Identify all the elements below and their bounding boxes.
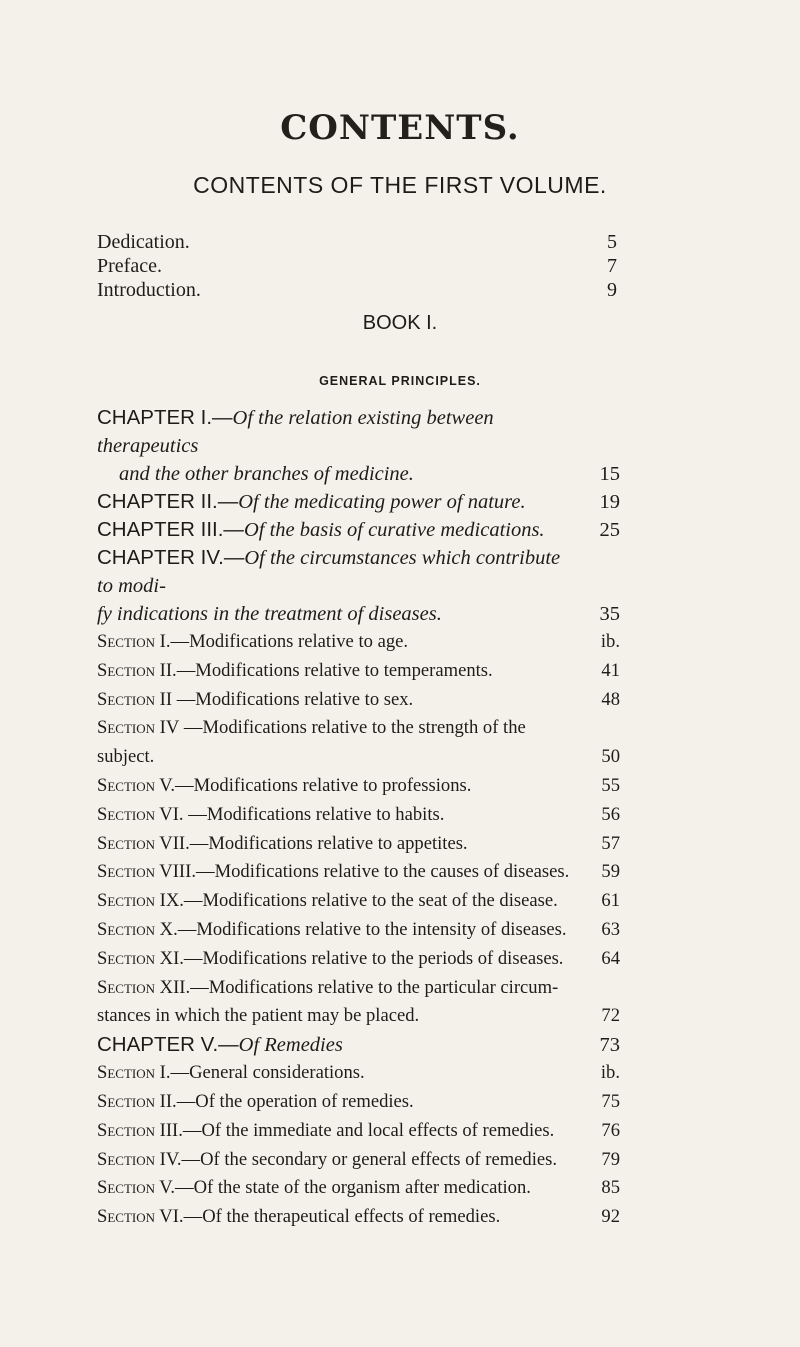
section-title: —Modifications relative to the strength of the bbox=[179, 717, 526, 739]
entry-page: 41 bbox=[601, 659, 620, 681]
chapter-4-sections bbox=[97, 628, 620, 1031]
section-title: —General considerations. bbox=[170, 1062, 365, 1084]
section-title: —Modifications relative to the particular circum- bbox=[190, 976, 559, 998]
entry-page: 76 bbox=[601, 1119, 620, 1141]
entry-page: 19 bbox=[599, 491, 620, 513]
section-label: Section V. bbox=[97, 1177, 175, 1199]
section-entry bbox=[97, 686, 620, 715]
section-entry bbox=[97, 858, 620, 887]
front-matter-row bbox=[97, 230, 617, 254]
chapter-5-sections bbox=[97, 1059, 620, 1232]
entry-label: Preface. bbox=[97, 255, 162, 277]
section-label: Section III. bbox=[97, 1119, 183, 1141]
entry-page: 50 bbox=[601, 746, 620, 768]
section-entry bbox=[97, 657, 620, 686]
page-title: CONTENTS OF THE FIRST VOLUME. bbox=[193, 172, 607, 198]
chapter-title: and the other branches of medicine. bbox=[119, 463, 414, 485]
entry-page: 63 bbox=[601, 918, 620, 940]
front-matter-list bbox=[97, 230, 617, 302]
section-entry bbox=[97, 801, 620, 830]
chapter-entry bbox=[97, 404, 620, 460]
entry-page: 64 bbox=[601, 947, 620, 969]
chapter-title: Of Remedies bbox=[238, 1034, 343, 1057]
entry-page: ib. bbox=[600, 1062, 620, 1084]
section-title: subject. bbox=[97, 746, 155, 768]
entry-page: 85 bbox=[601, 1177, 620, 1199]
entry-label: Introduction. bbox=[97, 279, 201, 301]
section-label: Section VIII. bbox=[97, 861, 196, 883]
section-title: —Modifications relative to the seat of the disease. bbox=[183, 890, 558, 912]
section-title: —Of the therapeutical effects of remedies. bbox=[183, 1206, 501, 1228]
chapter-entry bbox=[97, 1031, 620, 1059]
entry-page: 55 bbox=[601, 774, 620, 796]
section-label: Section IX. bbox=[97, 890, 184, 912]
section-title: —Of the secondary or general effects of remedies. bbox=[181, 1148, 558, 1170]
chapter-label: CHAPTER II.— bbox=[97, 490, 239, 513]
chapter-entry-continuation bbox=[97, 600, 620, 628]
section-title: —Modifications relative to professions. bbox=[175, 774, 472, 796]
section-entry-continuation bbox=[97, 743, 620, 772]
chapter-entry bbox=[97, 516, 620, 544]
entry-label: Dedication. bbox=[97, 231, 190, 253]
entry-page: ib. bbox=[600, 631, 620, 652]
entry-page: 9 bbox=[607, 279, 617, 301]
section-title: —Of the state of the organism after medication. bbox=[175, 1177, 531, 1199]
section-entry bbox=[97, 1203, 620, 1232]
section-label: Section IV bbox=[97, 717, 180, 739]
section-entry bbox=[97, 772, 620, 801]
section-entry bbox=[97, 830, 620, 859]
entry-page: 79 bbox=[601, 1148, 620, 1170]
ornate-heading: CONTENTS. bbox=[280, 108, 520, 148]
entry-page: 5 bbox=[607, 231, 617, 253]
section-label: Section II. bbox=[97, 659, 177, 681]
section-label: Section XII. bbox=[97, 976, 191, 998]
chapter-label: CHAPTER III.— bbox=[97, 518, 244, 541]
section-label: Section II bbox=[97, 688, 173, 710]
section-label: Section XI. bbox=[97, 947, 184, 969]
section-entry bbox=[97, 1174, 620, 1203]
section-entry bbox=[97, 628, 620, 657]
section-entry-continuation bbox=[97, 1002, 620, 1031]
section-label: Section I. bbox=[97, 1062, 171, 1084]
section-label: Section VI. bbox=[97, 803, 184, 825]
section-label: Section VI. bbox=[97, 1206, 184, 1228]
section-title: —Modifications relative to the periods of diseases. bbox=[183, 947, 564, 969]
entry-page: 7 bbox=[607, 255, 617, 277]
section-title: —Modifications relative to temperaments. bbox=[176, 659, 493, 681]
entry-page: 72 bbox=[601, 1005, 620, 1027]
section-entry bbox=[97, 1146, 620, 1175]
section-label: Section IV. bbox=[97, 1148, 182, 1170]
entry-page: 92 bbox=[601, 1206, 620, 1228]
section-entry bbox=[97, 1059, 620, 1088]
chapter-label: CHAPTER V.— bbox=[97, 1033, 239, 1057]
section-title: —Modifications relative to appetites. bbox=[189, 832, 468, 854]
entry-page: 75 bbox=[601, 1090, 620, 1112]
entry-page: 35 bbox=[599, 603, 620, 625]
front-matter-row bbox=[97, 254, 617, 278]
section-entry bbox=[97, 916, 620, 945]
chapter-entry-continuation bbox=[97, 460, 620, 488]
section-title: stances in which the patient may be placed. bbox=[97, 1005, 420, 1027]
entry-page: 25 bbox=[599, 519, 620, 541]
section-entry bbox=[97, 887, 620, 916]
entry-page: 56 bbox=[601, 803, 620, 825]
section-entry bbox=[97, 1088, 620, 1117]
section-entry bbox=[97, 945, 620, 974]
section-label: Section X. bbox=[97, 918, 178, 940]
chapter-title: Of the relation existing between therapeutics bbox=[97, 407, 494, 457]
section-label: Section I. bbox=[97, 631, 171, 652]
table-of-contents bbox=[97, 404, 620, 1232]
section-title: —Modifications relative to age. bbox=[170, 631, 409, 652]
section-title: —Modifications relative to the causes of diseases. bbox=[195, 861, 570, 883]
section-entry bbox=[97, 1117, 620, 1146]
section-label: Section VII. bbox=[97, 832, 190, 854]
chapter-entry bbox=[97, 544, 620, 600]
section-entry bbox=[97, 714, 620, 743]
chapter-label: CHAPTER I.— bbox=[97, 406, 233, 429]
section-title: —Modifications relative to the intensity of diseases. bbox=[177, 918, 567, 940]
chapter-title: Of the medicating power of nature. bbox=[238, 491, 526, 513]
entry-page: 48 bbox=[601, 688, 620, 710]
section-title: —Modifications relative to sex. bbox=[172, 688, 414, 710]
entry-page: 73 bbox=[599, 1034, 620, 1057]
chapter-label: CHAPTER IV.— bbox=[97, 546, 245, 569]
section-entry bbox=[97, 974, 620, 1003]
chapter-title: fy indications in the treatment of diseases. bbox=[97, 603, 442, 625]
entry-page: 57 bbox=[601, 832, 620, 854]
section-title: —Of the operation of remedies. bbox=[176, 1090, 414, 1112]
entry-page: 61 bbox=[601, 890, 620, 912]
section-title: —Of the immediate and local effects of remedies. bbox=[182, 1119, 555, 1141]
section-label: Section V. bbox=[97, 774, 175, 796]
book-subtitle: GENERAL PRINCIPLES. bbox=[319, 374, 481, 388]
chapter-title: Of the basis of curative medications. bbox=[243, 519, 545, 541]
book-title: BOOK I. bbox=[362, 312, 438, 334]
entry-page: 59 bbox=[601, 861, 620, 883]
entry-page: 15 bbox=[599, 463, 620, 485]
section-label: Section II. bbox=[97, 1090, 177, 1112]
chapter-entry bbox=[97, 488, 620, 516]
front-matter-row bbox=[97, 278, 617, 302]
chapter-title: Of the circumstances which contribute to modi- bbox=[97, 547, 561, 597]
section-title: —Modifications relative to habits. bbox=[183, 803, 445, 825]
